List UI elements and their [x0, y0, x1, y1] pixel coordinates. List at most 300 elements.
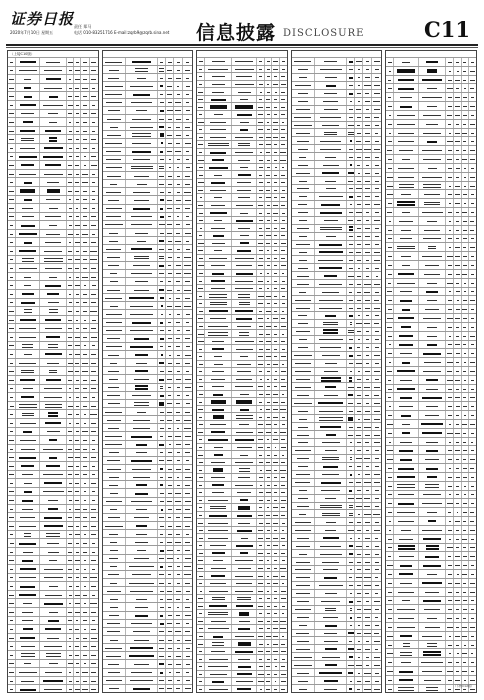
cell-text: [428, 248, 437, 249]
cell-text: [259, 69, 262, 70]
cell-text: [349, 577, 352, 578]
cell-text: [350, 450, 352, 451]
cell-text: [92, 182, 95, 183]
cell-text: [212, 492, 224, 493]
cell-text: [209, 310, 228, 312]
cell-text: [199, 470, 202, 471]
cell-text: [105, 143, 122, 144]
table-cell: [166, 188, 174, 195]
table-cell: [40, 127, 67, 135]
cell-text: [76, 320, 78, 321]
cell-text: [9, 672, 15, 673]
table-cell: [16, 204, 40, 212]
cell-text: [275, 167, 277, 168]
cell-text: [186, 591, 190, 592]
cell-text: [365, 538, 370, 539]
cell-text: [22, 560, 33, 562]
cell-text: [365, 625, 370, 626]
cell-text: [456, 283, 460, 284]
table-cell: [40, 385, 67, 393]
cell-text: [259, 477, 263, 478]
cell-text: [299, 252, 307, 253]
cell-text: [259, 175, 262, 176]
cell-text: [199, 462, 203, 463]
table-cell: [74, 505, 81, 513]
cell-text: [168, 346, 171, 347]
table-row: [8, 427, 98, 436]
table-cell: [315, 622, 347, 629]
cell-text: [357, 593, 361, 594]
cell-text: [134, 176, 150, 177]
cell-text: [299, 554, 307, 555]
table-cell: [372, 320, 381, 327]
table-cell: [363, 495, 372, 502]
table-cell: [8, 204, 16, 212]
table-row: [103, 212, 193, 220]
table-cell: [74, 685, 81, 693]
cell-text: [176, 224, 180, 225]
table-cell: [8, 290, 16, 298]
cell-text: [266, 144, 270, 145]
table-cell: [174, 74, 183, 81]
cell-text: [267, 122, 269, 123]
table-row: [292, 271, 382, 279]
table-cell: [40, 513, 67, 521]
cell-text: [49, 122, 57, 123]
table-cell: [292, 653, 315, 660]
cell-text: [281, 137, 285, 138]
table-cell: [16, 453, 40, 461]
table-cell: [74, 385, 81, 393]
table-cell: [90, 574, 98, 582]
cell-text: [297, 641, 309, 642]
table-cell: [8, 625, 16, 633]
cell-text: [108, 78, 119, 79]
cell-text: [10, 156, 13, 157]
table-cell: [454, 243, 461, 251]
table-cell: [8, 230, 16, 238]
table-cell: [315, 129, 347, 136]
cell-text: [448, 194, 453, 195]
cell-text: [69, 681, 72, 682]
table-cell: [90, 144, 98, 152]
table-cell: [386, 332, 394, 340]
cell-text: [109, 615, 119, 616]
table-cell: [158, 180, 166, 187]
cell-text: [198, 182, 204, 183]
cell-text: [266, 462, 270, 463]
cell-text: [92, 397, 96, 398]
cell-text: [136, 509, 148, 510]
table-cell: [292, 312, 315, 319]
cell-text: [258, 424, 263, 425]
table-cell: [40, 221, 67, 229]
cell-text: [83, 105, 86, 106]
cell-text: [19, 156, 37, 158]
table-cell: [355, 66, 363, 73]
cell-text: [199, 76, 202, 77]
table-cell: [166, 82, 174, 89]
cell-text: [470, 230, 474, 231]
cell-text: [348, 417, 353, 419]
table-cell: [446, 58, 454, 66]
cell-text: [267, 447, 270, 448]
table-row: [292, 660, 382, 668]
table-cell: [454, 129, 461, 137]
table-cell: [292, 320, 315, 327]
cell-text: [75, 612, 79, 613]
cell-text: [471, 265, 474, 266]
cell-text: [375, 450, 378, 451]
cell-text: [267, 628, 270, 629]
table-cell: [394, 261, 418, 269]
cell-text: [449, 186, 452, 187]
cell-text: [68, 251, 72, 252]
cell-text: [237, 688, 252, 690]
cell-text: [185, 493, 190, 494]
cell-text: [109, 241, 118, 242]
cell-text: [364, 323, 370, 324]
table-cell: [174, 115, 183, 122]
table-cell: [90, 324, 98, 332]
table-row: [197, 201, 287, 209]
table-row: [292, 382, 382, 390]
cell-text: [110, 550, 118, 551]
table-cell: [67, 161, 74, 169]
table-cell: [292, 177, 315, 184]
cell-text: [358, 625, 361, 626]
cell-text: [350, 457, 353, 458]
table-cell: [74, 513, 81, 521]
cell-text: [320, 149, 341, 150]
cell-text: [43, 156, 63, 158]
cell-text: [83, 216, 87, 217]
cell-text: [399, 150, 413, 151]
cell-text: [398, 141, 414, 142]
cell-text: [208, 612, 228, 613]
table-cell: [363, 249, 372, 256]
table-row: [103, 204, 193, 212]
table-cell: [8, 556, 16, 564]
table-cell: [462, 261, 469, 269]
table-row: [292, 613, 382, 621]
table-row: [292, 136, 382, 144]
cell-text: [357, 403, 360, 404]
table-cell: [454, 58, 461, 66]
table-cell: [158, 286, 166, 293]
cell-text: [199, 84, 202, 85]
table-cell: [40, 505, 67, 513]
table-row: [197, 178, 287, 186]
table-row: [292, 454, 382, 462]
table-cell: [372, 98, 381, 105]
cell-text: [273, 61, 278, 62]
cell-text: [260, 689, 262, 690]
cell-text: [168, 664, 172, 665]
cell-text: [471, 133, 473, 134]
table-row: [197, 465, 287, 473]
table-cell: [419, 288, 447, 296]
cell-text: [282, 659, 285, 660]
cell-text: [45, 353, 62, 355]
cell-text: [267, 507, 269, 508]
table-cell: [355, 399, 363, 406]
cell-text: [388, 247, 392, 248]
cell-text: [357, 244, 361, 245]
table-row: [103, 155, 193, 163]
cell-text: [325, 386, 336, 388]
table-cell: [347, 360, 355, 367]
table-cell: [469, 323, 476, 331]
table-cell: [81, 367, 89, 375]
table-cell: [372, 510, 381, 517]
table-cell: [126, 546, 158, 553]
table-cell: [158, 660, 166, 667]
cell-text: [296, 474, 311, 475]
table-cell: [315, 137, 347, 144]
cell-text: [397, 69, 415, 71]
cell-text: [212, 76, 225, 77]
cell-text: [267, 258, 270, 259]
cell-text: [21, 681, 34, 682]
table-cell: [16, 110, 40, 118]
table-cell: [67, 496, 74, 504]
cell-text: [389, 221, 392, 222]
table-cell: [90, 488, 98, 496]
cell-text: [91, 663, 97, 664]
table-cell: [292, 566, 315, 573]
table-cell: [16, 496, 40, 504]
cell-text: [75, 595, 80, 596]
cell-text: [349, 308, 354, 309]
cell-text: [464, 203, 466, 204]
table-row: [292, 406, 382, 414]
table-cell: [126, 148, 158, 155]
table-cell: [363, 320, 372, 327]
table-cell: [446, 314, 454, 322]
cell-text: [319, 308, 343, 309]
table-cell: [74, 488, 81, 496]
cell-text: [19, 672, 37, 673]
cell-text: [237, 114, 252, 116]
table-row: [197, 405, 287, 413]
table-cell: [363, 161, 372, 168]
cell-text: [92, 491, 95, 492]
table-row: [197, 632, 287, 640]
cell-text: [82, 182, 87, 183]
cell-text: [275, 447, 277, 448]
table-cell: [8, 213, 16, 221]
cell-text: [167, 412, 172, 413]
table-row: [8, 255, 98, 264]
cell-text: [319, 339, 343, 340]
cell-text: [45, 242, 61, 243]
cell-text: [235, 591, 253, 592]
table-cell: [372, 447, 381, 454]
table-cell: [363, 518, 372, 525]
table-cell: [419, 155, 447, 163]
cell-text: [75, 225, 79, 226]
cell-text: [348, 419, 353, 421]
table-cell: [315, 487, 347, 494]
table-cell: [315, 447, 347, 454]
table-cell: [355, 280, 363, 287]
cell-text: [47, 638, 59, 639]
cell-text: [325, 157, 336, 158]
cell-text: [274, 470, 277, 471]
table-cell: [74, 548, 81, 556]
table-cell: [174, 253, 183, 260]
cell-text: [456, 309, 460, 310]
table-cell: [355, 463, 363, 470]
table-cell: [469, 226, 476, 234]
table-cell: [81, 359, 89, 367]
cell-text: [200, 591, 202, 592]
cell-text: [83, 577, 86, 578]
table-cell: [315, 288, 347, 295]
cell-text: [374, 442, 379, 443]
cell-text: [68, 363, 73, 364]
table-cell: [158, 253, 166, 260]
table-row: [197, 647, 287, 655]
table-cell: [16, 75, 40, 83]
table-cell: [386, 146, 394, 154]
table-cell: [103, 628, 126, 635]
cell-text: [10, 569, 12, 570]
table-cell: [74, 178, 81, 186]
table-row: [292, 128, 382, 136]
cell-text: [237, 326, 251, 327]
cell-text: [374, 355, 381, 356]
cell-text: [47, 182, 59, 183]
cell-text: [397, 124, 415, 125]
cell-text: [320, 117, 341, 118]
cell-text: [210, 508, 226, 509]
cell-text: [167, 135, 172, 136]
table-cell: [372, 225, 381, 232]
cell-text: [349, 505, 353, 506]
cell-text: [267, 281, 269, 282]
table-cell: [183, 107, 192, 114]
cell-text: [177, 216, 179, 217]
table-cell: [126, 156, 158, 163]
cell-text: [68, 414, 72, 415]
cell-text: [198, 334, 204, 335]
cell-text: [168, 371, 172, 372]
table-cell: [166, 587, 174, 594]
table-cell: [81, 92, 89, 100]
table-cell: [90, 651, 98, 659]
table-cell: [166, 245, 174, 252]
table-cell: [103, 400, 126, 407]
cell-text: [75, 337, 80, 338]
table-row: [292, 113, 382, 121]
table-cell: [462, 102, 469, 110]
table-cell: [183, 286, 192, 293]
table-cell: [74, 324, 81, 332]
cell-text: [238, 294, 250, 295]
cell-text: [425, 309, 438, 310]
cell-text: [160, 607, 164, 608]
cell-text: [356, 212, 362, 213]
cell-text: [69, 603, 71, 604]
cell-text: [76, 663, 78, 664]
cell-text: [83, 397, 88, 398]
table-cell: [469, 76, 476, 84]
cell-text: [259, 160, 263, 161]
table-cell: [174, 612, 183, 619]
table-row: [292, 636, 382, 644]
table-cell: [16, 359, 40, 367]
table-cell: [103, 644, 126, 651]
table-cell: [372, 233, 381, 240]
table-cell: [81, 634, 89, 642]
table-cell: [183, 506, 192, 513]
cell-text: [160, 135, 164, 137]
cell-text: [108, 265, 119, 266]
table-cell: [174, 432, 183, 439]
cell-text: [258, 515, 263, 516]
table-cell: [183, 221, 192, 228]
cell-text: [160, 216, 164, 218]
table-cell: [363, 217, 372, 224]
cell-text: [298, 69, 309, 70]
cell-text: [76, 672, 79, 673]
cell-text: [199, 326, 203, 327]
table-cell: [363, 622, 372, 629]
cell-text: [169, 167, 171, 168]
cell-text: [198, 560, 203, 561]
table-row: [197, 118, 287, 126]
table-cell: [372, 383, 381, 390]
cell-text: [91, 328, 97, 329]
cell-text: [161, 314, 163, 315]
cell-text: [374, 61, 380, 62]
table-cell: [280, 686, 287, 693]
cell-text: [45, 628, 61, 630]
table-row: [103, 676, 193, 684]
table-cell: [315, 360, 347, 367]
cell-text: [213, 468, 223, 470]
table-cell: [16, 144, 40, 152]
table-cell: [74, 359, 81, 367]
cell-text: [282, 281, 285, 282]
table-cell: [174, 205, 183, 212]
cell-text: [240, 242, 249, 244]
cell-text: [325, 530, 336, 531]
table-cell: [355, 129, 363, 136]
table-row: [197, 556, 287, 564]
table-cell: [174, 571, 183, 578]
cell-text: [69, 509, 71, 510]
table-cell: [315, 249, 347, 256]
table-cell: [183, 229, 192, 236]
cell-text: [107, 460, 120, 461]
table-cell: [158, 343, 166, 350]
cell-text: [168, 583, 171, 584]
table-cell: [183, 522, 192, 529]
table-cell: [158, 408, 166, 415]
cell-text: [68, 457, 73, 458]
table-cell: [67, 685, 74, 693]
table-cell: [372, 66, 381, 73]
cell-text: [82, 672, 87, 673]
cell-text: [267, 553, 270, 554]
cell-text: [365, 204, 371, 205]
table-cell: [292, 201, 315, 208]
cell-text: [365, 300, 370, 301]
cell-text: [349, 515, 353, 516]
